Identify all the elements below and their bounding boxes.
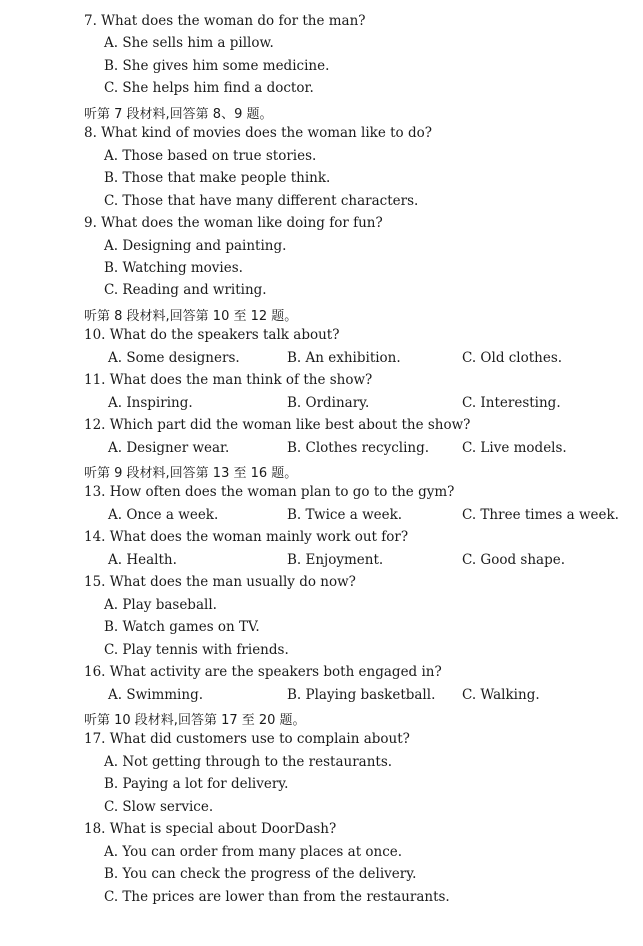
answer-option: C. The prices are lower than from the restaurants. (104, 888, 450, 905)
question-text: 14. What does the woman mainly work out for? (84, 529, 409, 546)
answer-option: C. Walking. (462, 686, 540, 703)
answer-option: C. Live models. (462, 439, 567, 456)
question-text: 13. How often does the woman plan to go to the gym? (84, 484, 455, 501)
answer-option: C. Old clothes. (462, 349, 563, 366)
answer-option: A. Designing and painting. (104, 237, 287, 254)
answer-option: B. Watch games on TV. (104, 619, 260, 636)
answer-option: C. She helps him find a doctor. (104, 80, 314, 97)
question-text: 12. Which part did the woman like best about the show? (84, 417, 471, 434)
section-instruction: 听第 9 段材料,回答第 13 至 16 题。 (84, 466, 298, 481)
answer-option: B. Watching movies. (104, 259, 243, 276)
answer-option: A. You can order from many places at once. (104, 843, 403, 860)
answer-option: A. Play baseball. (104, 596, 217, 613)
answer-option: A. Not getting through to the restaurants. (104, 753, 393, 770)
answer-option: B. Twice a week. (287, 506, 403, 523)
answer-option: A. She sells him a pillow. (104, 35, 274, 52)
answer-option: A. Some designers. (108, 349, 240, 366)
answer-option: C. Interesting. (462, 394, 561, 411)
answer-option: B. Those that make people think. (104, 170, 331, 187)
question-text: 8. What kind of movies does the woman like to do? (84, 125, 432, 142)
question-text: 11. What does the man think of the show? (84, 372, 373, 389)
question-text: 10. What do the speakers talk about? (84, 327, 340, 344)
answer-option: C. Play tennis with friends. (104, 641, 289, 658)
answer-option: C. Three times a week. (462, 506, 619, 523)
answer-option: A. Health. (108, 551, 177, 568)
question-text: 18. What is special about DoorDash? (84, 821, 337, 838)
answer-option: B. An exhibition. (287, 349, 401, 366)
question-text: 9. What does the woman like doing for fun? (84, 215, 383, 232)
answer-option: B. Playing basketball. (287, 686, 436, 703)
section-instruction: 听第 8 段材料,回答第 10 至 12 题。 (84, 308, 298, 324)
answer-option: A. Designer wear. (108, 439, 230, 456)
question-text: 15. What does the man usually do now? (84, 574, 356, 591)
answer-option: B. Paying a lot for delivery. (104, 776, 289, 793)
section-instruction: 听第 7 段材料,回答第 8、9 题。 (84, 106, 273, 122)
answer-option: C. Those that have many different characters. (104, 192, 419, 209)
answer-option: C. Slow service. (104, 798, 214, 815)
answer-option: A. Once a week. (108, 506, 219, 523)
answer-option: C. Reading and writing. (104, 282, 267, 299)
question-text: 16. What activity are the speakers both engaged in? (84, 664, 442, 681)
answer-option: C. Good shape. (462, 551, 565, 568)
question-text: 17. What did customers use to complain about? (84, 731, 410, 748)
answer-option: A. Swimming. (108, 686, 204, 703)
question-text: 7. What does the woman do for the man? (84, 13, 366, 29)
answer-option: A. Those based on true stories. (104, 147, 317, 164)
section-instruction: 听第 10 段材料,回答第 17 至 20 题。 (84, 712, 306, 728)
answer-option: B. You can check the progress of the delivery. (104, 866, 417, 883)
answer-option: B. Clothes recycling. (287, 439, 430, 456)
answer-option: B. She gives him some medicine. (104, 57, 330, 74)
answer-option: B. Enjoyment. (287, 551, 384, 568)
answer-option: B. Ordinary. (287, 394, 370, 411)
answer-option: A. Inspiring. (108, 394, 193, 411)
